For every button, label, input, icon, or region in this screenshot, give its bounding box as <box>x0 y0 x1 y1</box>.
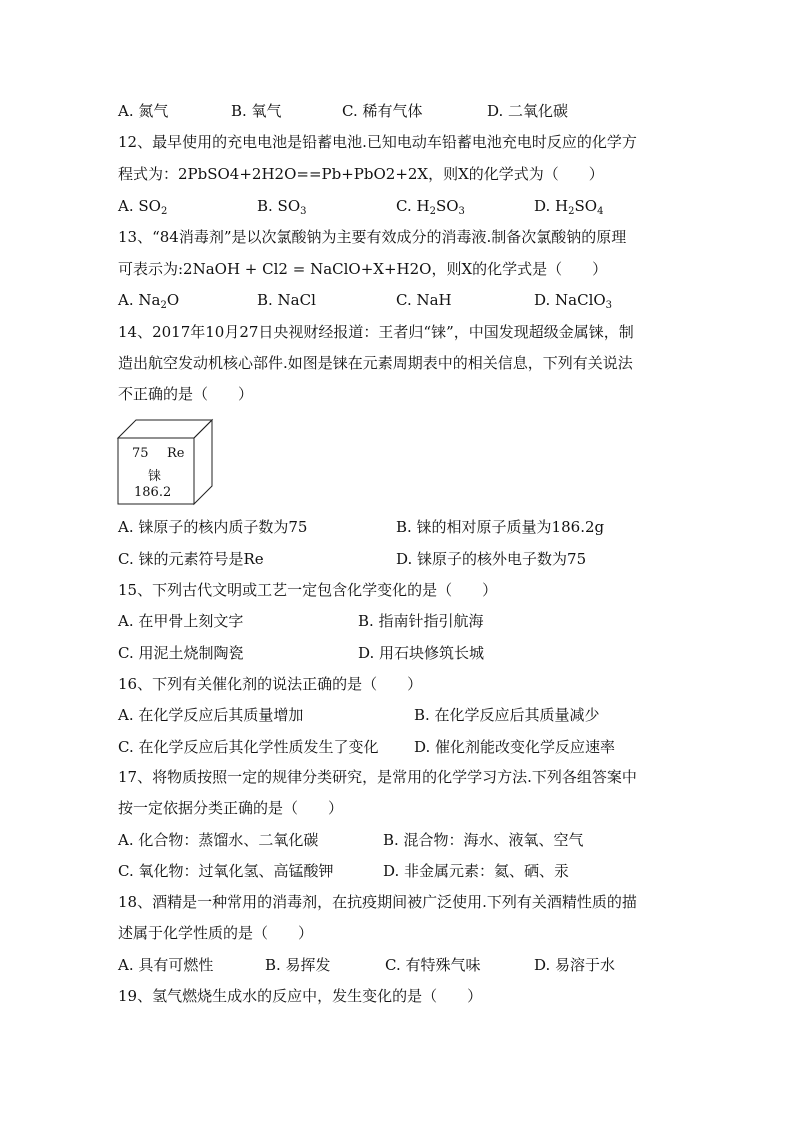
q16-option-b: B. 在化学反应后其质量减少 <box>414 706 600 724</box>
q14-option-b: B. 铼的相对原子质量为186.2g <box>396 518 605 536</box>
q14-option-d: D. 铼原子的核外电子数为75 <box>396 550 587 568</box>
q14-option-a: A. 铼原子的核内质子数为75 <box>118 518 308 536</box>
q11-option-a: A. 氮气 <box>118 102 169 120</box>
q14-stem-line1: 14、2017年10月27日央视财经报道：王者归“铼”，中国发现超级金属铼，制 <box>118 323 634 341</box>
q18-option-c: C. 有特殊气味 <box>385 956 481 974</box>
q12-option-b: B. $SO_3$ <box>257 197 307 217</box>
q12-option-c: C. $H_2SO_3$ <box>396 197 465 217</box>
q17-option-a: A. 化合物：蒸馏水、二氧化碳 <box>118 831 319 849</box>
q18-stem-line1: 18、酒精是一种常用的消毒剂，在抗疫期间被广泛使用.下列有关酒精性质的描 <box>118 893 637 911</box>
q11-option-c: C. 稀有气体 <box>342 102 423 120</box>
q14-stem-line2: 造出航空发动机核心部件.如图是铼在元素周期表中的相关信息，下列有关说法 <box>118 354 633 372</box>
q13-option-b: B. NaCl <box>257 291 316 309</box>
q18-option-a: A. 具有可燃性 <box>118 956 214 974</box>
q11-option-b: B. 氧气 <box>231 102 282 120</box>
q12-stem-line1: 12、最早使用的充电电池是铅蓄电池.已知电动车铅蓄电池充电时反应的化学方 <box>118 133 637 151</box>
q13-option-a: A. $Na_2O$ <box>118 291 180 311</box>
periodic-table-element-cell <box>112 416 214 506</box>
q18-option-b: B. 易挥发 <box>265 956 331 974</box>
element-symbol: Re <box>167 446 185 461</box>
q15-stem: 15、下列古代文明或工艺一定包含化学变化的是（ ） <box>118 581 498 599</box>
element-atomic-number: 75 <box>132 446 149 461</box>
q17-option-c: C. 氧化物：过氧化氢、高锰酸钾 <box>118 862 334 880</box>
q18-stem-line2: 述属于化学性质的是（ ） <box>118 924 314 942</box>
q16-stem: 16、下列有关催化剂的说法正确的是（ ） <box>118 675 423 693</box>
q16-option-d: D. 催化剂能改变化学反应速率 <box>414 738 616 756</box>
q12-stem-line2: 程式为：2PbSO4+2H2O==Pb+PbO2+2X，则X的化学式为（ ） <box>118 165 604 183</box>
q12-option-d: D. $H_2SO_4$ <box>534 197 604 217</box>
q13-option-c: C. NaH <box>396 291 452 309</box>
q17-stem-line2: 按一定依据分类正确的是（ ） <box>118 799 344 817</box>
q19-stem: 19、氢气燃烧生成水的反应中，发生变化的是（ ） <box>118 987 483 1005</box>
q16-option-a: A. 在化学反应后其质量增加 <box>118 706 304 724</box>
q18-option-d: D. 易溶于水 <box>534 956 616 974</box>
element-atomic-mass: 186.2 <box>134 485 172 500</box>
q17-option-b: B. 混合物：海水、液氧、空气 <box>383 831 584 849</box>
q16-option-c: C. 在化学反应后其化学性质发生了变化 <box>118 738 379 756</box>
q13-option-d: D. NaClO$_3$ <box>534 291 613 311</box>
q15-option-b: B. 指南针指引航海 <box>358 612 484 630</box>
q17-option-d: D. 非金属元素：氦、硒、汞 <box>383 862 570 880</box>
q13-stem-line1: 13、“84消毒剂”是以次氯酸钠为主要有效成分的消毒液.制备次氯酸钠的原理 <box>118 228 627 246</box>
q12-option-a: A. $SO_2$ <box>118 197 168 217</box>
q11-option-d: D. 二氧化碳 <box>487 102 569 120</box>
q14-option-c: C. 铼的元素符号是Re <box>118 550 264 568</box>
q15-option-a: A. 在甲骨上刻文字 <box>118 612 244 630</box>
element-name: 铼 <box>148 469 162 484</box>
q15-option-d: D. 用石块修筑长城 <box>358 644 485 662</box>
q14-stem-line3: 不正确的是（ ） <box>118 385 254 403</box>
q13-stem-line2: 可表示为:2NaOH + Cl2 = NaClO+X+H2O，则X的化学式是（ ） <box>118 260 608 278</box>
q17-stem-line1: 17、将物质按照一定的规律分类研究，是常用的化学学习方法.下列各组答案中 <box>118 768 637 786</box>
q15-option-c: C. 用泥土烧制陶瓷 <box>118 644 244 662</box>
